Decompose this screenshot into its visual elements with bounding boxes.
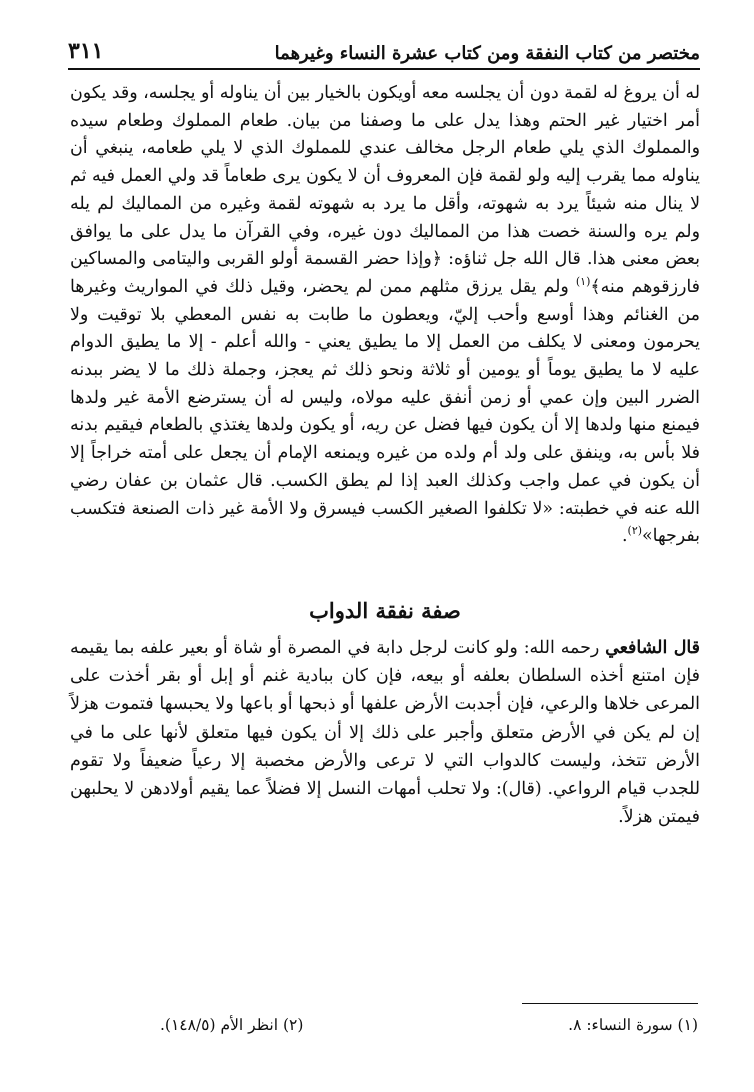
main-text-end: . [622,526,628,547]
footnotes [160,1014,698,1036]
footnote-ref-1: (١) [575,275,591,289]
section-text: رحمه الله: ولو كانت لرجل دابة في المصرة أو شاة أو بعير علفه بما يقيمه فإن امتنع أخذه السلطان بعلفه أو بيعه، فإن كان ببادية غنم أو إبل أو بقر أخذت على المرعى خلاها والرعي، فإن أجدبت الأرض علفها أو ذبحها أو باعها ولا يحبسها فتموت هزلاً إن لم يكن في الأرض متعلق وأجبر على ذلك إلا أن يكون فيها متعلق لأنها على ما في الأرض تتخذ، وليست كالدواب التي لا ترعى والأرض مخصبة إلا رعياً ضعيفاً ولا تقوم للجدب قيام الرواعي. (قال): ولا تحلب أمهات النسل إلا فضلاً عما يقيم أولادهن لا يحلبهن فيمتن هزلاً. [70,638,700,828]
section-speaker: قال الشافعي [605,638,700,658]
main-text-continued: ولم يقل يرزق مثلهم ممن لم يحضر، وقيل ذلك في المواريث وغيرها من الغنائم وهذا أوسع وأحب إليّ، ويعطون ما طابت به نفس المعطي بلا توقيت ولا يحرمون ومعنى لا يكلف من العمل إلا ما يطيق يعني - والله أعلم - إلا ما يطيق الدوام عليه لا ما يطيق يوماً أو يومين أو ثلاثة ونحو ذلك ثم يعجز، وجملة ذلك ما لا يضر ببدنه الضرر البين وإن عمي أو زمن أنفق عليه مولاه، وليس له أن يسترضع الأمة غير ولدها فيمنع منها ولدها إلا أن يكون فيها فضل عن ريه، أو يكون ولدها يغتذي بالطعام فيقيم بدنه فلا بأس به، وينفق على ولد أم ولده من غيره ويمنعه الإمام أن يجعل على أمته خراجاً إلا أن يكون في عمل واجب وكذلك العبد إذا لم يطق الكسب. قال عثمان بن عفان رضي الله عنه في خطبته: «لا تكلفوا الصغير الكسب فيسرق ولا الأمة غير ذات الصنعة فتكسب بفرجها» [70,276,700,547]
page-number: ٣١١ [68,38,104,64]
section-text-block [70,634,700,831]
footnote-divider [522,1003,698,1004]
footnote-ref-2: (٢) [627,524,643,538]
section-paragraph [70,634,700,831]
running-title: مختصر من كتاب النفقة ومن كتاب عشرة النساء وغيرهما [274,43,700,64]
main-text: له أن يروغ له لقمة دون أن يجلسه معه أويكون بالخيار بين أن يناوله أو يجلسه، وقد يكون أمر اختيار غير الحتم وهذا يدل على ما وصفنا من بيان. طعام المملوك وطعام سيده والمملوك الذي يلي طعام الرجل مخالف عندي للمملوك الذي لا يلي طعامه، ينبغي أن يناوله مما يقرب إليه ولو لقمة فإن المعروف أن لا يكون يرى طعاماً قد ولي العمل فيه ثم لا ينال منه شيئاً يرد به شهوته، وأقل ما يرد به شهوته لقمة وغيره من المماليك لم يله ولم يره والسنة خصت هذا من المماليك دون غيره، وفي القرآن ما يدل على ما يوافق بعض معنى هذا. قال الله جل ثناؤه: ﴿وإذا حضر القسمة أولو القربى واليتامى والمساكين فارزقوهم منه﴾ [70,83,700,297]
main-paragraph [70,80,700,551]
page-header [68,30,700,70]
section-heading: صفة نفقة الدواب [309,598,461,623]
footnote-2: (٢) انظر الأم (١٤٨/٥). [160,1016,304,1034]
main-text-block [70,80,700,551]
footnote-1: (١) سورة النساء: ٨. [568,1016,698,1034]
